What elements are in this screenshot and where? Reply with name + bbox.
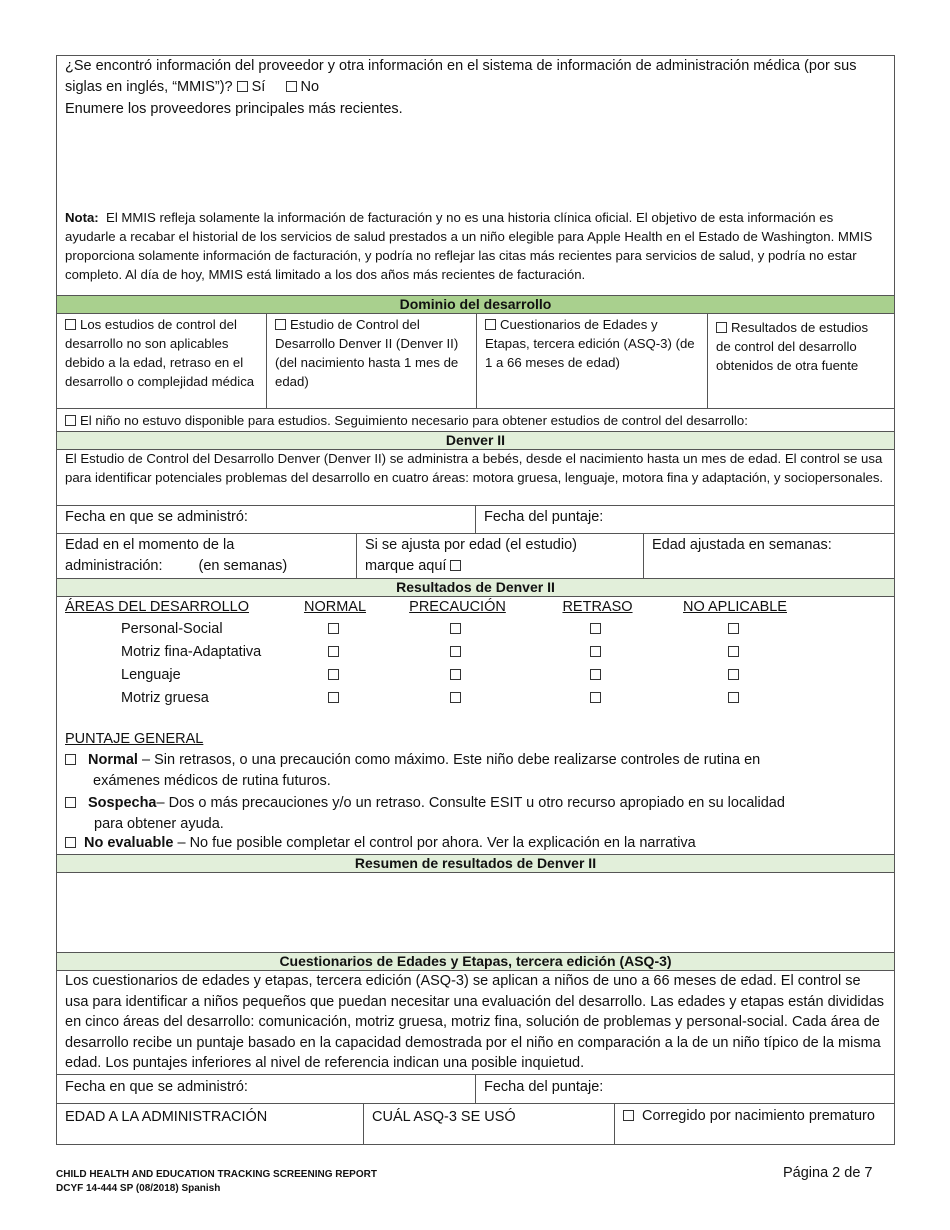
- mmis-section: [57, 56, 894, 296]
- dominio-option-3[interactable]: Cuestionarios de Edades y Etapas, tercera edición (ASQ-3) (de 1 a 66 meses de edad): [477, 314, 708, 408]
- asq-date-administered[interactable]: Fecha en que se administró:: [57, 1075, 476, 1103]
- overall-not-evaluable[interactable]: No evaluable – No fue posible completar el control por ahora. Ver la explicación en la narrativa: [65, 835, 886, 852]
- denver-age-adjust: Si se ajusta por edad (el estudio) marque aquí: [357, 534, 644, 578]
- providers-area[interactable]: [65, 120, 886, 208]
- asq-age-admin[interactable]: EDAD A LA ADMINISTRACIÓN: [57, 1104, 364, 1144]
- dominio-options: [57, 314, 894, 409]
- asq-which[interactable]: CUÁL ASQ-3 SE USÓ: [364, 1104, 615, 1144]
- results-table: [57, 597, 894, 710]
- results-row-personal-social: Personal-Social: [65, 618, 886, 641]
- results-row-fine-motor: Motriz fina-Adaptativa: [65, 641, 886, 664]
- checkbox[interactable]: [450, 669, 461, 680]
- dominio-option-1[interactable]: Los estudios de control del desarrollo no son aplicables debido a la edad, retraso en el desarrollo o complejidad médica: [57, 314, 267, 408]
- results-row-gross-motor: Motriz gruesa: [65, 687, 886, 710]
- denver-date-administered[interactable]: Fecha en que se administró:: [57, 506, 476, 533]
- checkbox[interactable]: [450, 692, 461, 703]
- checkbox[interactable]: [590, 623, 601, 634]
- mmis-question: ¿Se encontró información del proveedor y otra información en el sistema de información de administración médica (por sus siglas en inglés, “MMIS”)? Sí No: [65, 58, 857, 95]
- checkbox[interactable]: [590, 692, 601, 703]
- results-header-row: ÁREAS DEL DESARROLLO NORMAL PRECAUCIÓN RETRASO NO APLICABLE: [65, 599, 787, 615]
- denver-header: Denver II: [57, 432, 894, 450]
- checkbox[interactable]: [275, 319, 286, 330]
- asq-dates-row: [57, 1075, 894, 1104]
- dominio-option-2[interactable]: Estudio de Control del Desarrollo Denver II (Denver II) (del nacimiento hasta 1 mes de edad): [267, 314, 477, 408]
- not-available-checkbox[interactable]: [65, 415, 76, 426]
- normal-checkbox[interactable]: [65, 754, 76, 765]
- checkbox[interactable]: [485, 319, 496, 330]
- dominio-option-4[interactable]: Resultados de estudios de control del desarrollo obtenidos de otra fuente: [716, 320, 869, 373]
- checkbox[interactable]: [450, 646, 461, 657]
- overall-normal[interactable]: Normal – Sin retrasos, o una precaución como máximo. Este niño debe realizarse controles de rutina en exámenes médicos de rutina futuros.: [65, 750, 886, 792]
- mmis-list-prompt: Enumere los proveedores principales más recientes.: [65, 101, 403, 117]
- page-number: Página 2 de 7: [783, 1165, 873, 1181]
- asq-age-row: [57, 1104, 894, 1145]
- overall-score: [57, 729, 894, 852]
- resumen-area[interactable]: [57, 873, 894, 953]
- checkbox[interactable]: [728, 692, 739, 703]
- dominio-header: Dominio del desarrollo: [57, 296, 894, 314]
- checkbox[interactable]: [65, 319, 76, 330]
- premature-checkbox[interactable]: [623, 1110, 634, 1121]
- form-footer: CHILD HEALTH AND EDUCATION TRACKING SCREENING REPORT DCYF 14-444 SP (08/2018) Spanish: [56, 1169, 377, 1194]
- checkbox[interactable]: [328, 623, 339, 634]
- denver-dates-row: [57, 506, 894, 534]
- checkbox[interactable]: [590, 669, 601, 680]
- mmis-no-label: No: [300, 79, 320, 95]
- checkbox[interactable]: [450, 623, 461, 634]
- resultados-header: Resultados de Denver II: [57, 579, 894, 597]
- checkbox[interactable]: [728, 646, 739, 657]
- asq-premature[interactable]: Corregido por nacimiento prematuro: [615, 1104, 894, 1144]
- denver-description: El Estudio de Control del Desarrollo Denver (Denver II) se administra a bebés, desde el nacimiento hasta un mes de edad. El control se usa para identificar potenciales problemas del desarrollo en cuatro áreas: motora gruesa, lenguaje, motora fina y adaptación, y sociopersonales.: [57, 450, 894, 506]
- checkbox[interactable]: [328, 669, 339, 680]
- checkbox[interactable]: [328, 646, 339, 657]
- denver-adjusted-age[interactable]: Edad ajustada en semanas:: [652, 537, 832, 553]
- mmis-no-checkbox[interactable]: [286, 81, 297, 92]
- not-evaluable-checkbox[interactable]: [65, 837, 76, 848]
- checkbox[interactable]: [716, 322, 727, 333]
- denver-age-row: [57, 534, 894, 579]
- mmis-note: Nota: El MMIS refleja solamente la información de facturación y no es una historia clínica oficial. El objetivo de esta información es ayudarle a recabar el historial de los servicios de salud prestados a un niño elegible para Apple Health en el Estado de Washington. MMIS proporciona solamente información de facturación, y podría no reflejar las citas más recientes para servicios de salud, y podría no estar completo. Al día de hoy, MMIS está limitado a los dos años más recientes de facturación.: [65, 210, 873, 282]
- asq-description: Los cuestionarios de edades y etapas, tercera edición (ASQ-3) se aplican a niños de uno a 66 meses de edad. El control se usa para identificar a niños pequeños que puedan necesitar una evaluación del desarrollo. Las edades y etapas están divididas en cinco áreas del desarrollo: comunicación, motriz gruesa, motriz fina, solución de problemas y personal-social. Cada área de desarrollo recibe un puntaje basado en la capacidad demostrada por el niño en comparación a la de un niño típico de la misma edad. Los puntajes inferiores al nivel de referencia indican una posible inquietud.: [57, 971, 894, 1075]
- checkbox[interactable]: [590, 646, 601, 657]
- denver-age-admin[interactable]: Edad en el momento de la administración: (en semanas): [57, 534, 357, 578]
- mmis-yes-label: Sí: [251, 79, 266, 95]
- adjust-checkbox[interactable]: [450, 560, 461, 571]
- screening-form: [56, 55, 895, 1145]
- suspect-checkbox[interactable]: [65, 797, 76, 808]
- mmis-yes-checkbox[interactable]: [237, 81, 248, 92]
- resultados-section: [57, 597, 894, 855]
- overall-title: PUNTAJE GENERAL: [65, 731, 204, 747]
- checkbox[interactable]: [728, 623, 739, 634]
- not-available-row[interactable]: El niño no estuvo disponible para estudios. Seguimiento necesario para obtener estudios de control del desarrollo:: [57, 409, 894, 432]
- asq-date-scored[interactable]: Fecha del puntaje:: [484, 1079, 604, 1095]
- results-row-language: Lenguaje: [65, 664, 886, 687]
- asq-header: Cuestionarios de Edades y Etapas, tercera edición (ASQ-3): [57, 953, 894, 971]
- resumen-header: Resumen de resultados de Denver II: [57, 855, 894, 873]
- overall-suspect[interactable]: Sospecha– Dos o más precauciones y/o un retraso. Consulte ESIT u otro recurso apropiado en su localidad para obtener ayuda.: [65, 793, 886, 835]
- checkbox[interactable]: [328, 692, 339, 703]
- checkbox[interactable]: [728, 669, 739, 680]
- denver-date-scored[interactable]: Fecha del puntaje:: [484, 509, 604, 525]
